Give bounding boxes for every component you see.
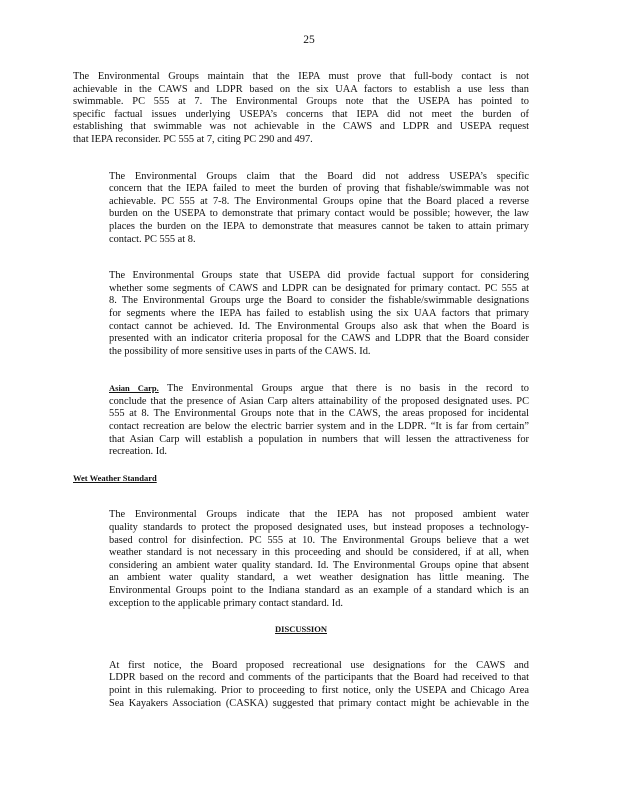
text-line: establishing that swimmable was not achievable in the CAWS and LDPR and USEPA request bbox=[73, 121, 529, 133]
paragraph-environmental-groups-claim bbox=[73, 171, 529, 247]
text-line: achievable. PC 555 at 7-8. The Environmental Groups opine that the Board placed a reverse bbox=[109, 195, 529, 207]
text-line: concern that the IEPA failed to meet the burden of proving that fishable/swimmable was not bbox=[109, 183, 529, 195]
text-line: LDPR based on the record and comments of the participants that the Board had received to that bbox=[109, 672, 529, 684]
text-line: for segments where the IEPA has failed to establish using the six UAA factors that primary bbox=[109, 307, 529, 319]
paragraph-environmental-groups-maintain bbox=[73, 71, 529, 147]
text-line: places the burden on the IEPA to demonstrate that measures cannot be taken to attain primary bbox=[109, 220, 529, 232]
text-line: conclude that the presence of Asian Carp alters attainability of the proposed designated uses. PC bbox=[109, 395, 529, 407]
text-line: presented with an indicator criteria proposal for the CAWS and LDPR that the Board consider bbox=[109, 333, 529, 345]
paragraph-environmental-groups-state bbox=[73, 270, 529, 358]
text-line: whether some segments of CAWS and LDPR can be designated for primary contact. PC 555 at bbox=[109, 282, 529, 294]
paragraph-environmental-groups-indicate bbox=[73, 509, 529, 610]
text-line: Environmental Groups point to the Indiana standard as an example of a standard which is an bbox=[109, 585, 529, 596]
text-line: 555 at 8. The Environmental Groups note that in the CAWS, the areas proposed for incidental bbox=[109, 408, 529, 420]
text-line: 8. The Environmental Groups urge the Board to consider the fishable/swimmable designations bbox=[109, 295, 529, 307]
text-line: The Environmental Groups claim that the Board did not address USEPA’s specific bbox=[109, 170, 529, 182]
text-line: quality standards to protect the proposed designated uses, but instead proposes a technology- bbox=[109, 522, 529, 534]
text-line: The Environmental Groups maintain that the IEPA must prove that full-body contact is not bbox=[73, 71, 529, 82]
text-line: that Asian Carp will establish a population in numbers that will lessen the attractiveness for bbox=[109, 433, 529, 445]
text-line: contact. PC 555 at 8. bbox=[109, 233, 196, 245]
text-line: exception to the applicable primary contact standard. Id. bbox=[109, 597, 343, 609]
paragraph-asian-carp bbox=[73, 382, 529, 459]
text-line: based control for disinfection. PC 555 at 10. The Environmental Groups believe that a wet bbox=[109, 534, 529, 546]
text-line: recreation. Id. bbox=[109, 446, 167, 458]
text-line: swimmable. PC 555 at 7. The Environmental Groups note that the USEPA has pointed to bbox=[73, 96, 529, 108]
text-line: that IEPA reconsider. PC 555 at 7, citing PC 290 and 497. bbox=[73, 133, 313, 145]
asian-carp-heading: Asian Carp. bbox=[109, 383, 159, 394]
text-line: Sea Kayakers Association (CASKA) suggested that primary contact might be achievable in the bbox=[109, 697, 529, 709]
text-line: The Environmental Groups state that USEPA did provide factual support for considering bbox=[109, 270, 529, 282]
document-body bbox=[73, 71, 529, 710]
text-line: considering an ambient water quality standard. Id. The Environmental Groups opine that absent bbox=[109, 559, 529, 571]
text-line: point in this rulemaking. Prior to proceeding to first notice, only the USEPA and Chicago Area bbox=[109, 684, 529, 696]
text-line: The Environmental Groups indicate that the IEPA has not proposed ambient water bbox=[109, 509, 529, 521]
text-line: contact recreation are below the electric barrier system and in the LDPR. “It is far from certain” bbox=[109, 421, 529, 433]
text-line: specific factual issues underlying USEPA’s concerns that IEPA did not meet the burden of bbox=[73, 108, 529, 120]
text-line: The Environmental Groups argue that there is no basis in the record to bbox=[158, 383, 529, 395]
text-line: burden on the USEPA to demonstrate that primary contact would be possible; however, the law bbox=[109, 208, 529, 220]
text-line: weather standard is not necessary in this proceeding and should be considered, if at all, when bbox=[109, 547, 529, 559]
wet-weather-heading-row bbox=[73, 472, 529, 486]
paragraph-at-first-notice bbox=[73, 660, 529, 710]
text-line: achievable in the CAWS and LDPR based on the six UAA factors to establish a use less than bbox=[73, 83, 529, 95]
text-line: contact cannot be achieved. Id. The Environmental Groups also ask that when the Board is bbox=[109, 320, 529, 332]
text-line: the possibility of more sensitive uses in parts of the CAWS. Id. bbox=[109, 345, 371, 357]
text-line: At first notice, the Board proposed recreational use designations for the CAWS and bbox=[109, 659, 529, 671]
wet-weather-standard-heading: Wet Weather Standard bbox=[73, 472, 157, 483]
discussion-heading: DISCUSSION bbox=[275, 624, 327, 635]
text-line: an ambient water quality standard, a wet weather designation has little meaning. The bbox=[109, 572, 529, 584]
page-number: 25 bbox=[303, 34, 315, 46]
